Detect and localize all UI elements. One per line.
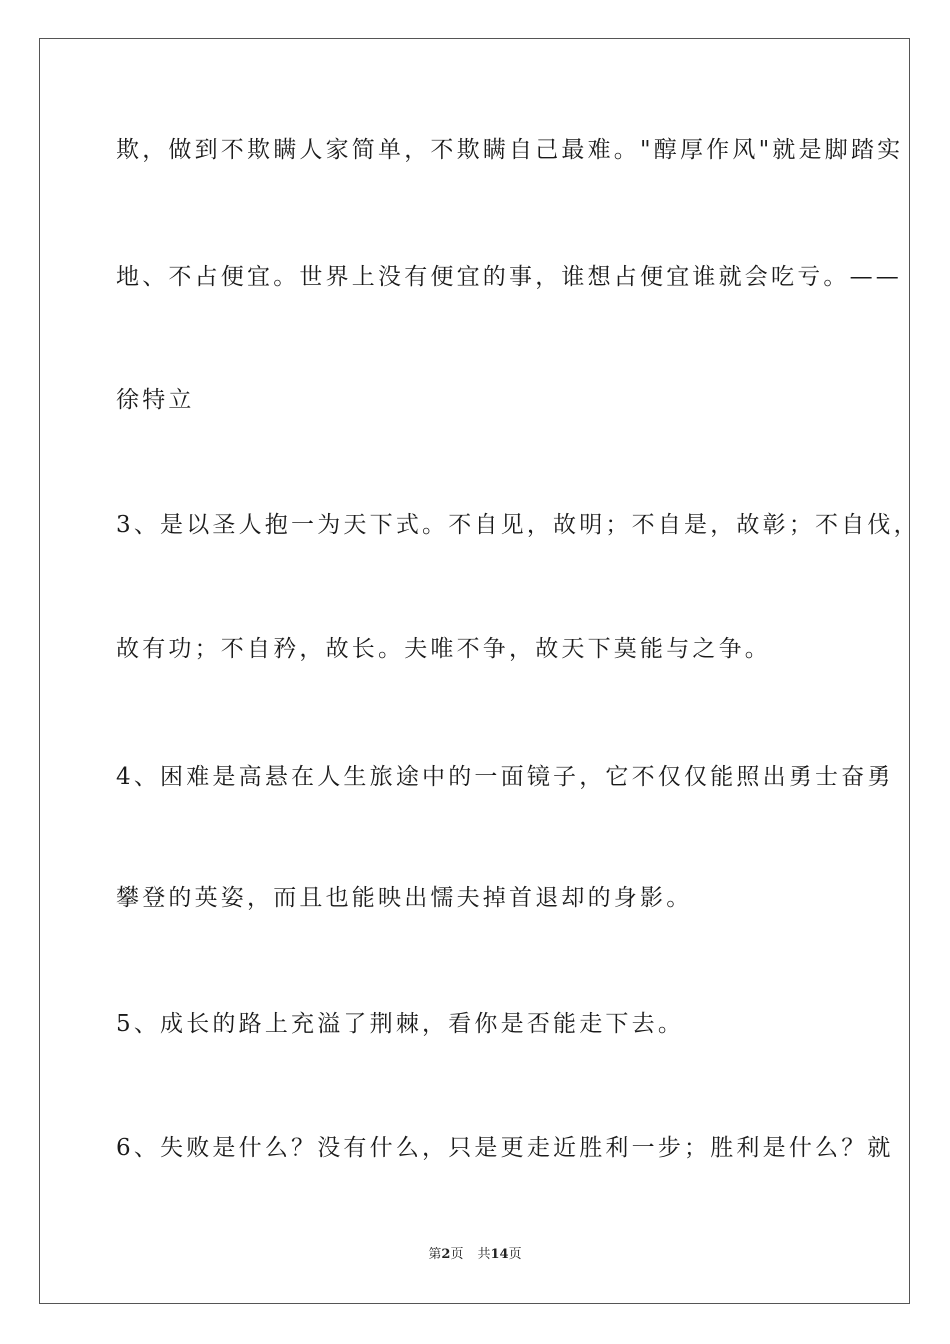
text-line-7: 攀登的英姿，而且也能映出懦夫掉首退却的身影。 — [116, 885, 693, 911]
text-line-3: 徐特立 — [116, 387, 195, 413]
text-line-2: 地、不占便宜。世界上没有便宜的事，谁想占便宜谁就会吃亏。—— — [116, 264, 902, 290]
footer-total-suffix: 页 — [508, 1247, 522, 1262]
text-line-9: 6、失败是什么？没有什么，只是更走近胜利一步；胜利是什么？就 — [116, 1135, 894, 1161]
footer-total-pages: 14 — [490, 1247, 509, 1262]
text-line-1: 欺，做到不欺瞒人家简单，不欺瞒自己最难。"醇厚作风"就是脚踏实 — [116, 137, 904, 163]
footer-page-number: 2 — [441, 1247, 451, 1262]
text-line-4: 3、是以圣人抱一为天下式。不自见，故明；不自是，故彰；不自伐， — [116, 512, 920, 538]
text-line-6: 4、困难是高悬在人生旅途中的一面镜子，它不仅仅能照出勇士奋勇 — [116, 764, 894, 790]
footer-page-prefix: 第 — [428, 1247, 442, 1262]
text-line-5: 故有功；不自矜，故长。夫唯不争，故天下莫能与之争。 — [116, 636, 771, 662]
text-line-8: 5、成长的路上充溢了荆棘，看你是否能走下去。 — [116, 1011, 685, 1037]
page-footer — [0, 1246, 950, 1264]
page-border — [39, 38, 910, 1304]
footer-total-prefix: 共 — [477, 1247, 491, 1262]
footer-page-suffix: 页 — [450, 1247, 464, 1262]
